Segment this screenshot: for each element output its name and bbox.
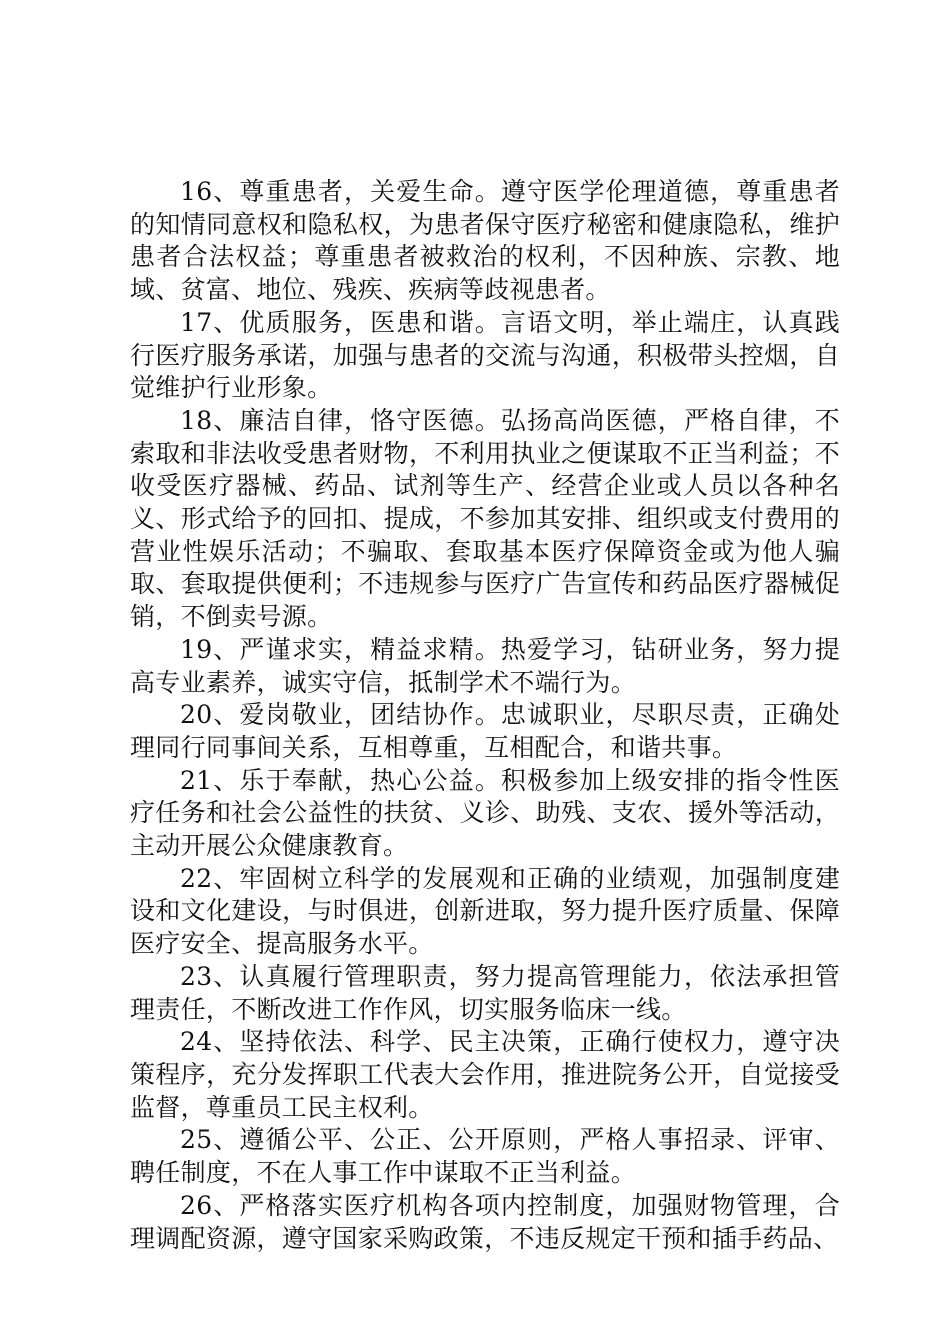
paragraph-16: 16、尊重患者，关爱生命。遵守医学伦理道德，尊重患者的知情同意权和隐私权，为患者保守医疗秘密和健康隐私，维护患者合法权益；尊重患者被救治的权利，不因种族、宗教、地域、贫富、地位、残疾、疾病等歧视患者。 xyxy=(130,177,840,305)
paragraph-18: 18、廉洁自律，恪守医德。弘扬高尚医德，严格自律，不索取和非法收受患者财物，不利用执业之便谋取不正当利益；不收受医疗器械、药品、试剂等生产、经营企业或人员以各种名义、形式给予的回扣、提成，不参加其安排、组织或支付费用的营业性娱乐活动；不骗取、套取基本医疗保障资金或为他人骗取、套取提供便利；不违规参与医疗广告宣传和药品医疗器械促销，不倒卖号源。 xyxy=(130,405,840,632)
paragraph-21: 21、乐于奉献，热心公益。积极参加上级安排的指令性医疗任务和社会公益性的扶贫、义诊、助残、支农、援外等活动，主动开展公众健康教育。 xyxy=(130,765,840,861)
paragraph-17: 17、优质服务，医患和谐。言语文明，举止端庄，认真践行医疗服务承诺，加强与患者的交流与沟通，积极带头控烟，自觉维护行业形象。 xyxy=(130,307,840,403)
paragraph-20: 20、爱岗敬业，团结协作。忠诚职业，尽职尽责，正确处理同行同事间关系，互相尊重，互相配合，和谐共事。 xyxy=(130,700,840,762)
document-body xyxy=(130,176,840,1255)
paragraph-25: 25、遵循公平、公正、公开原则，严格人事招录、评审、聘任制度，不在人事工作中谋取不正当利益。 xyxy=(130,1125,840,1188)
paragraph-24: 24、坚持依法、科学、民主决策，正确行使权力，遵守决策程序，充分发挥职工代表大会作用，推进院务公开，自觉接受监督，尊重员工民主权利。 xyxy=(130,1027,840,1122)
paragraph-23: 23、认真履行管理职责，努力提高管理能力，依法承担管理责任，不断改进工作作风，切实服务临床一线。 xyxy=(130,961,840,1024)
paragraph-26: 26、严格落实医疗机构各项内控制度，加强财物管理，合理调配资源，遵守国家采购政策，不违反规定干预和插手药品、 xyxy=(130,1190,840,1253)
paragraph-19: 19、严谨求实，精益求精。热爱学习，钻研业务，努力提高专业素养，诚实守信，抵制学术不端行为。 xyxy=(130,634,840,697)
paragraph-22: 22、牢固树立科学的发展观和正确的业绩观，加强制度建设和文化建设，与时俱进，创新进取，努力提升医疗质量、保障医疗安全、提高服务水平。 xyxy=(130,863,840,959)
